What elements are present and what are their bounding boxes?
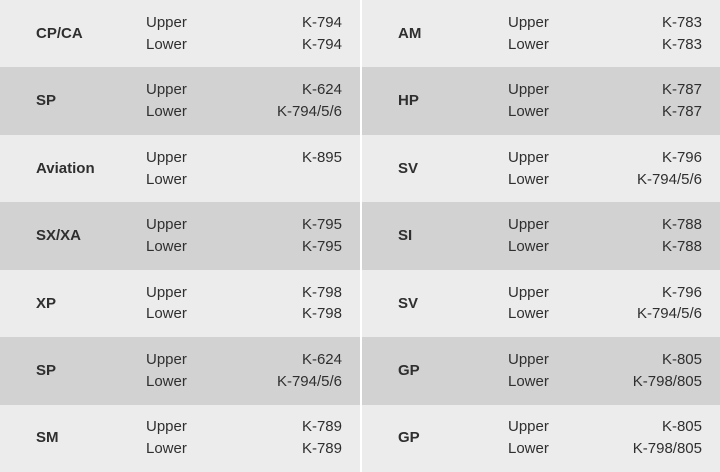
row-side-values [618, 349, 702, 393]
row-side-labels [508, 147, 618, 191]
table-cell-group-right [360, 270, 720, 337]
upper-value: K-783 [661, 13, 702, 31]
upper-value: K-789 [301, 418, 342, 436]
table-cell-group-right [360, 135, 720, 202]
row-category-label: CP/CA [36, 24, 83, 42]
lower-value: K-798/805 [632, 440, 702, 458]
row-side-values [618, 214, 702, 258]
lower-label: Lower [146, 35, 187, 53]
upper-label: Upper [146, 418, 187, 436]
upper-label: Upper [146, 148, 187, 166]
lower-value: K-798 [301, 305, 342, 323]
upper-value: K-805 [661, 418, 702, 436]
upper-label: Upper [146, 283, 187, 301]
row-category-label: SP [36, 92, 57, 110]
row-category-label: Aviation [36, 159, 95, 177]
lower-label: Lower [146, 170, 187, 188]
row-category-label: GP [398, 361, 420, 379]
upper-value: K-895 [301, 148, 342, 166]
row-values [146, 214, 360, 258]
row-side-values [256, 416, 342, 460]
upper-value: K-796 [661, 148, 702, 166]
row-side-values [256, 79, 342, 123]
row-side-values [618, 282, 702, 326]
lower-value: K-795 [301, 237, 342, 255]
table-cell-group-left [0, 202, 360, 269]
table-cell-group-left [0, 270, 360, 337]
lower-label: Lower [508, 372, 549, 390]
table-row [0, 135, 720, 202]
row-values [508, 282, 720, 326]
row-category-label: GP [398, 429, 420, 447]
table-row [0, 202, 720, 269]
row-side-labels [508, 214, 618, 258]
row-values [508, 214, 720, 258]
table-cell-group-right [360, 67, 720, 134]
row-side-labels [146, 214, 256, 258]
upper-label: Upper [146, 13, 187, 31]
upper-label: Upper [508, 283, 549, 301]
lower-label: Lower [508, 305, 549, 323]
row-category-label: SP [36, 361, 57, 379]
lower-label: Lower [508, 237, 549, 255]
row-side-labels [508, 416, 618, 460]
table-cell-group-left [0, 135, 360, 202]
upper-label: Upper [146, 216, 187, 234]
row-category-label: HP [398, 92, 419, 110]
upper-value: K-624 [301, 351, 342, 369]
table-cell-group-right [360, 405, 720, 472]
table-cell-group-left [0, 0, 360, 67]
upper-value: K-805 [661, 351, 702, 369]
row-side-values [618, 147, 702, 191]
lower-value: K-794/5/6 [636, 170, 702, 188]
table-row [0, 67, 720, 134]
row-category-label: SV [398, 159, 419, 177]
row-values [146, 79, 360, 123]
table-cell-group-left [0, 337, 360, 404]
lower-value: K-794/5/6 [636, 305, 702, 323]
upper-value: K-787 [661, 81, 702, 99]
lower-value: K-794/5/6 [276, 103, 342, 121]
row-side-values [618, 416, 702, 460]
table-row [0, 337, 720, 404]
lower-label: Lower [146, 103, 187, 121]
upper-value: K-788 [661, 216, 702, 234]
row-values [146, 147, 360, 191]
row-category-label: AM [398, 24, 422, 42]
row-side-values [256, 349, 342, 393]
table-cell-group-right [360, 0, 720, 67]
row-values [146, 349, 360, 393]
row-side-labels [146, 12, 256, 56]
upper-label: Upper [508, 418, 549, 436]
lower-label: Lower [146, 440, 187, 458]
upper-label: Upper [146, 351, 187, 369]
lower-value: K-798/805 [632, 372, 702, 390]
row-values [146, 282, 360, 326]
upper-label: Upper [508, 351, 549, 369]
row-values [146, 12, 360, 56]
lower-label: Lower [146, 305, 187, 323]
lower-value: K-783 [661, 35, 702, 53]
row-side-labels [508, 282, 618, 326]
lower-label: Lower [508, 170, 549, 188]
table-cell-group-left [0, 67, 360, 134]
row-side-values [256, 147, 342, 191]
upper-value: K-796 [661, 283, 702, 301]
row-side-labels [146, 147, 256, 191]
row-values [508, 79, 720, 123]
table-row [0, 0, 720, 67]
upper-value: K-794 [301, 13, 342, 31]
lower-value: K-788 [661, 237, 702, 255]
lower-label: Lower [508, 103, 549, 121]
lower-label: Lower [146, 237, 187, 255]
lower-label: Lower [508, 440, 549, 458]
row-values [508, 416, 720, 460]
row-side-labels [146, 79, 256, 123]
lower-value: K-794/5/6 [276, 372, 342, 390]
row-side-labels [508, 349, 618, 393]
row-side-labels [146, 416, 256, 460]
row-side-values [256, 12, 342, 56]
row-side-labels [508, 12, 618, 56]
row-category-label: XP [36, 294, 57, 312]
upper-label: Upper [508, 216, 549, 234]
lower-value: K-794 [301, 35, 342, 53]
row-side-labels [146, 349, 256, 393]
table-cell-group-right [360, 337, 720, 404]
row-category-label: SI [398, 227, 413, 245]
lower-value: K-789 [301, 440, 342, 458]
row-category-label: SV [398, 294, 419, 312]
row-values [508, 12, 720, 56]
upper-label: Upper [508, 81, 549, 99]
upper-label: Upper [146, 81, 187, 99]
row-side-values [618, 79, 702, 123]
row-side-values [256, 214, 342, 258]
upper-value: K-798 [301, 283, 342, 301]
upper-value: K-795 [301, 216, 342, 234]
table-row [0, 405, 720, 472]
row-category-label: SM [36, 429, 59, 447]
table-cell-group-right [360, 202, 720, 269]
row-values [508, 147, 720, 191]
row-values [508, 349, 720, 393]
table-cell-group-left [0, 405, 360, 472]
row-side-values [256, 282, 342, 326]
row-side-labels [146, 282, 256, 326]
table-row [0, 270, 720, 337]
upper-value: K-624 [301, 81, 342, 99]
upper-label: Upper [508, 13, 549, 31]
lower-label: Lower [508, 35, 549, 53]
row-side-labels [508, 79, 618, 123]
row-category-label: SX/XA [36, 227, 82, 245]
lower-label: Lower [146, 372, 187, 390]
row-values [146, 416, 360, 460]
lower-value: K-787 [661, 103, 702, 121]
upper-label: Upper [508, 148, 549, 166]
row-side-values [618, 12, 702, 56]
